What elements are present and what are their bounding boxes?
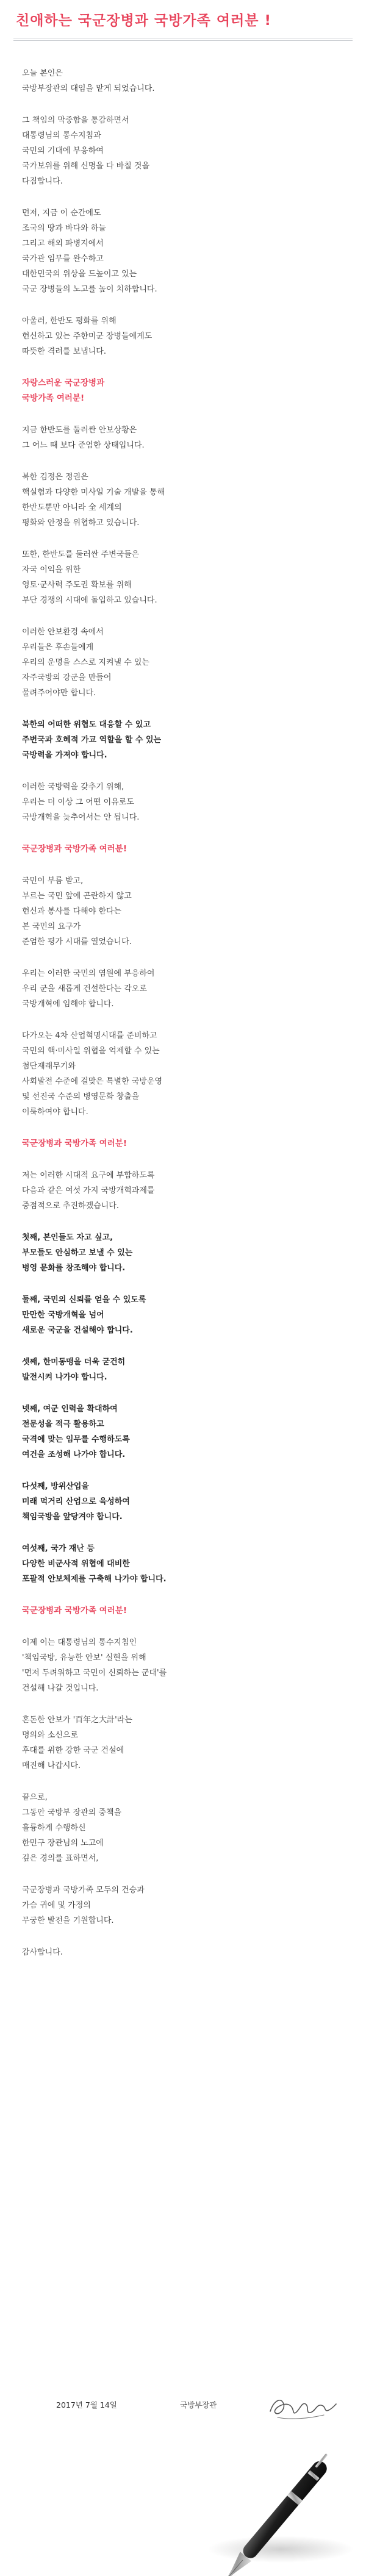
paragraph-line: 우리들은 후손들에게 — [22, 643, 94, 652]
paragraph-line: 미래 먹거리 산업으로 육성하여 — [22, 1497, 130, 1506]
paragraph-line: 핵실험과 다양한 미사일 기술 개발을 통해 — [22, 488, 165, 497]
paragraph-line: 평화와 안정을 위협하고 있습니다. — [22, 518, 140, 528]
speech-paragraph — [22, 1945, 327, 1960]
paragraph-line: 이러한 안보환경 속에서 — [22, 628, 104, 637]
speech-paragraph — [22, 624, 327, 701]
speech-sender: 국방부장관 — [180, 2400, 217, 2410]
paragraph-line: 셋째, 한미동맹을 더욱 굳건히 — [22, 1358, 126, 1367]
speech-paragraph — [22, 1635, 327, 1696]
speech-paragraph — [22, 313, 327, 359]
paragraph-line: 포괄적 안보체제를 구축해 나가야 합니다. — [22, 1575, 167, 1584]
speech-paragraph — [22, 1712, 327, 1773]
title-divider — [13, 38, 353, 41]
paragraph-line: 만만한 국방개혁을 넘어 — [22, 1311, 104, 1320]
paragraph-line: '먼저 두려워하고 국민이 신뢰하는 군대'를 — [22, 1669, 167, 1678]
paragraph-line: 한반도뿐만 아니라 全 세계의 — [22, 503, 122, 512]
paragraph-line: 병영 문화를 창조해야 합니다. — [22, 1264, 126, 1273]
section-heading — [22, 1603, 327, 1619]
paragraph-line: 대통령님의 통수지침과 — [22, 131, 101, 140]
paragraph-line: 한민구 장관님의 노고에 — [22, 1839, 104, 1848]
paragraph-line: 국방부장관의 대임을 맡게 되었습니다. — [22, 84, 155, 93]
paragraph-line: 훌륭하게 수행하신 — [22, 1823, 86, 1833]
speech-paragraph — [22, 1883, 327, 1928]
paragraph-line: 부모들도 안심하고 보낼 수 있는 — [22, 1248, 133, 1258]
paragraph-line: 건설해 나갈 것입니다. — [22, 1684, 99, 1693]
paragraph-line: 먼저, 지금 이 순간에도 — [22, 209, 101, 218]
speech-paragraph — [22, 1541, 327, 1587]
paragraph-line: 첨단재래무기와 — [22, 1062, 76, 1071]
paragraph-line: 국군장병과 국방가족 여러분! — [22, 1139, 127, 1148]
speech-paragraph — [22, 717, 327, 763]
page-title: 친애하는 국군장병과 국방가족 여러분 ! — [16, 13, 272, 29]
paragraph-line: 매진해 나갑시다. — [22, 1761, 81, 1770]
speech-paragraph — [22, 547, 327, 608]
fountain-pen-image — [201, 2427, 366, 2576]
paragraph-line: 또한, 한반도를 둘러싼 주변국들은 — [22, 550, 140, 559]
paragraph-line: 새로운 국군을 건설해야 합니다. — [22, 1326, 133, 1335]
paragraph-line: 대한민국의 위상을 드높이고 있는 — [22, 270, 137, 279]
paragraph-line: 및 선진국 수준의 병영문화 창출을 — [22, 1092, 140, 1101]
paragraph-line: 다음과 같은 여섯 가지 국방개혁과제를 — [22, 1186, 155, 1195]
paragraph-line: 다가오는 4차 산업혁명시대를 준비하고 — [22, 1031, 157, 1040]
paragraph-line: 국군 장병들의 노고를 높이 치하합니다. — [22, 285, 157, 294]
paragraph-line: 국군장병과 국방가족 여러분! — [22, 1606, 127, 1615]
speech-paragraph — [22, 1230, 327, 1276]
paragraph-line: 그 책임의 막중함을 통감하면서 — [22, 116, 129, 125]
paragraph-line: 여건을 조성해 나가야 합니다. — [22, 1450, 126, 1459]
paragraph-line: 우리의 운명을 스스로 지켜낼 수 있는 — [22, 658, 150, 667]
paragraph-line: 국방력을 가져야 합니다. — [22, 751, 107, 760]
paragraph-line: 국가관 임무를 완수하고 — [22, 254, 104, 263]
paragraph-line: 저는 이러한 시대적 요구에 부합하도록 — [22, 1171, 155, 1180]
speech-body — [22, 66, 327, 1977]
paragraph-line: 국민의 기대에 부응하여 — [22, 146, 104, 156]
speech-paragraph — [22, 1790, 327, 1866]
paragraph-line: 오늘 본인은 — [22, 69, 63, 78]
paragraph-line: 우리는 이러한 국민의 염원에 부응하여 — [22, 969, 155, 978]
paragraph-line: 물려주어야만 합니다. — [22, 689, 96, 698]
paragraph-line: 자국 이익을 위한 — [22, 565, 81, 574]
paragraph-line: 후대를 위한 강한 국군 건설에 — [22, 1746, 124, 1755]
paragraph-line: '책임국방, 유능한 안보' 실현을 위해 — [22, 1653, 146, 1662]
paragraph-line: 중점적으로 추진하겠습니다. — [22, 1201, 119, 1211]
paragraph-line: 자랑스러운 국군장병과 — [22, 378, 105, 388]
speech-paragraph — [22, 470, 327, 531]
paragraph-line: 감사합니다. — [22, 1948, 63, 1957]
paragraph-line: 그리고 해외 파병지에서 — [22, 239, 104, 248]
paragraph-line: 다양한 비군사적 위협에 대비한 — [22, 1559, 130, 1569]
speech-paragraph — [22, 779, 327, 825]
speech-paragraph — [22, 206, 327, 297]
paragraph-line: 이제 이는 대통령님의 통수지침인 — [22, 1638, 137, 1647]
paragraph-line: 사회발전 수준에 걸맞은 특별한 국방운영 — [22, 1077, 163, 1086]
section-heading — [22, 1136, 327, 1151]
paragraph-line: 이룩하여야 합니다. — [22, 1107, 88, 1117]
speech-paragraph — [22, 423, 327, 453]
paragraph-line: 깊은 경의를 표하면서, — [22, 1854, 99, 1863]
paragraph-line: 책임국방을 앞당겨야 합니다. — [22, 1512, 123, 1522]
paragraph-line: 헌신과 봉사를 다해야 한다는 — [22, 907, 122, 916]
section-heading — [22, 376, 327, 406]
speech-paragraph — [22, 1292, 327, 1338]
paragraph-line: 본 국민의 요구가 — [22, 922, 81, 931]
speech-paragraph — [22, 66, 327, 96]
speech-paragraph — [22, 1401, 327, 1462]
paragraph-line: 가슴 귀에 및 가정의 — [22, 1901, 91, 1910]
paragraph-line: 국격에 맞는 임무를 수행하도록 — [22, 1435, 130, 1444]
speech-paragraph — [22, 1354, 327, 1385]
paragraph-line: 조국의 땅과 바다와 하늘 — [22, 224, 106, 233]
paragraph-line: 아울러, 한반도 평화를 위해 — [22, 317, 117, 326]
paragraph-line: 그 어느 때 보다 준엄한 상태입니다. — [22, 441, 145, 450]
paragraph-line: 끝으로, — [22, 1793, 48, 1802]
paragraph-line: 부르는 국민 앞에 곤란하지 않고 — [22, 892, 132, 901]
paragraph-line: 국방개혁에 임해야 합니다. — [22, 1000, 114, 1009]
paragraph-line: 전문성을 적극 활용하고 — [22, 1420, 104, 1429]
paragraph-line: 자주국방의 강군을 만들어 — [22, 673, 112, 682]
speech-paragraph — [22, 1479, 327, 1525]
paragraph-line: 국민의 핵·미사일 위협을 억제할 수 있는 — [22, 1046, 160, 1056]
paragraph-line: 영토·군사력 주도권 확보를 위해 — [22, 581, 132, 590]
paragraph-line: 넷째, 여군 인력을 확대하여 — [22, 1404, 118, 1414]
paragraph-line: 다섯째, 방위산업을 — [22, 1482, 89, 1491]
paragraph-line: 지금 한반도를 둘러싼 안보상황은 — [22, 426, 137, 435]
paragraph-line: 첫째, 본인들도 자고 싶고, — [22, 1233, 113, 1242]
paragraph-line: 헌신하고 있는 주한미군 장병들에게도 — [22, 332, 152, 341]
paragraph-line: 따뜻한 격려를 보냅니다. — [22, 347, 106, 356]
speech-paragraph — [22, 1028, 327, 1120]
paragraph-line: 여섯째, 국가 재난 등 — [22, 1544, 95, 1553]
section-heading — [22, 842, 327, 857]
speech-paragraph — [22, 873, 327, 950]
paragraph-line: 그동안 국방부 장관의 중책을 — [22, 1808, 122, 1817]
paragraph-line: 북한 김정은 정권은 — [22, 473, 88, 482]
paragraph-line: 발전시켜 나가야 합니다. — [22, 1373, 107, 1382]
speech-paragraph — [22, 1168, 327, 1214]
paragraph-line: 둘째, 국민의 신뢰를 얻을 수 있도록 — [22, 1295, 146, 1304]
paragraph-line: 국군장병과 국방가족 여러분! — [22, 844, 127, 854]
paragraph-line: 부단 경쟁의 시대에 돌입하고 있습니다. — [22, 596, 157, 605]
paragraph-line: 이러한 국방력을 갖추기 위해, — [22, 782, 124, 792]
speech-paragraph — [22, 966, 327, 1012]
paragraph-line: 혼돈한 안보가 '百年之大計'라는 — [22, 1716, 132, 1725]
paragraph-line: 준엄한 평가 시대를 열었습니다. — [22, 937, 132, 946]
speech-paragraph — [22, 113, 327, 189]
paragraph-line: 국방개혁을 늦추어서는 안 됩니다. — [22, 813, 140, 822]
paragraph-line: 우리 군을 새롭게 건설한다는 각오로 — [22, 984, 147, 993]
paragraph-line: 북한의 어떠한 위협도 대응할 수 있고 — [22, 720, 151, 729]
paragraph-line: 국군장병과 국방가족 모두의 건승과 — [22, 1886, 145, 1895]
paragraph-line: 국가보위를 위해 신명을 다 바칠 것을 — [22, 162, 150, 171]
paragraph-line: 명의와 소신으로 — [22, 1731, 79, 1740]
paragraph-line: 다짐합니다. — [22, 177, 63, 186]
speech-footer — [0, 2397, 366, 2427]
paragraph-line: 국방가족 여러분! — [22, 393, 85, 403]
paragraph-line: 주변국과 호혜적 가교 역할을 할 수 있는 — [22, 735, 162, 745]
speech-date: 2017년 7월 14일 — [56, 2400, 117, 2410]
paragraph-line: 무궁한 발전을 기원합니다. — [22, 1916, 114, 1925]
signature-image — [265, 2388, 339, 2425]
paragraph-line: 국민이 부름 받고, — [22, 876, 84, 886]
paragraph-line: 우리는 더 이상 그 어떤 이유로도 — [22, 798, 134, 807]
